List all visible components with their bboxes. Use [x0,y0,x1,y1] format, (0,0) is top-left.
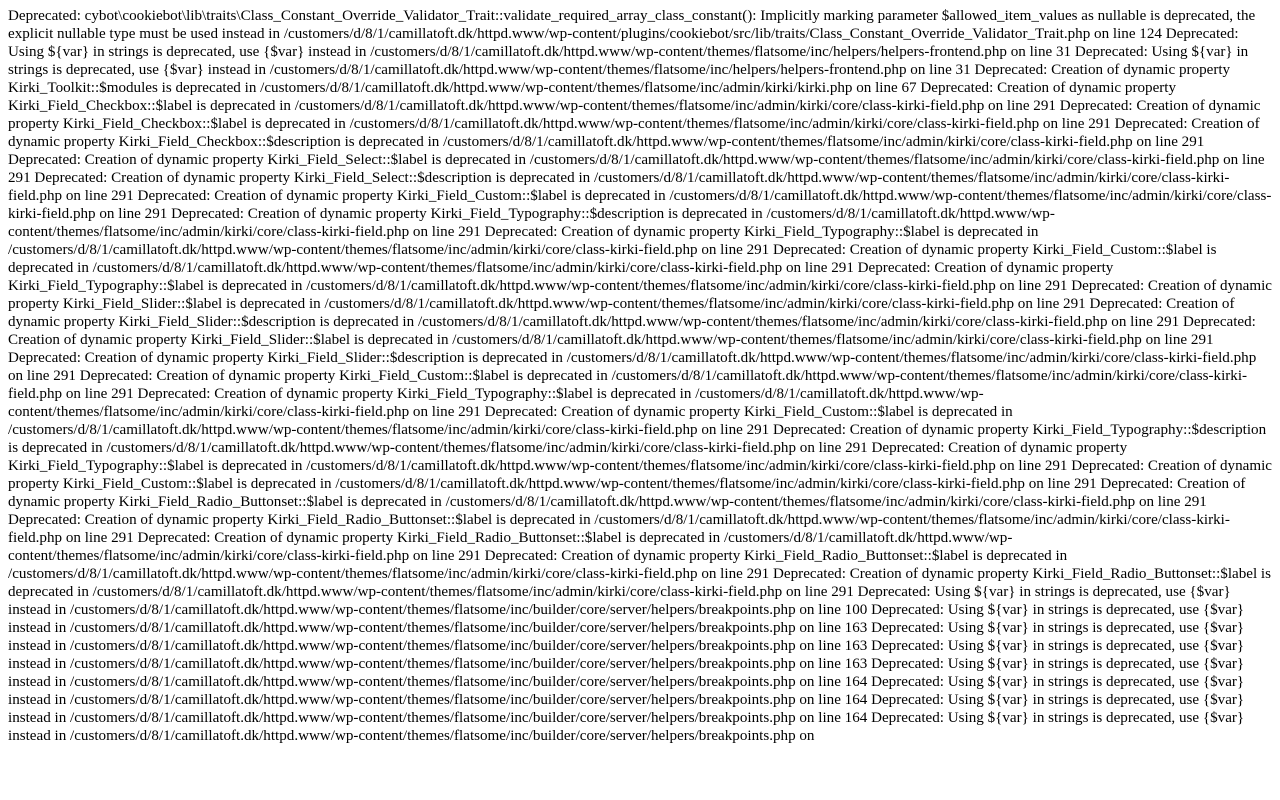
deprecation-notice: Deprecated: Creation of dynamic property Kirki_Field_Select::$label is deprecated in /customers/d/8/1/camillatoft.dk/httpd.www/wp-content/themes/flatsome/inc/admin/kirki/core/class-kirki-field.php on line 291 [8,152,1265,186]
deprecation-notice: Deprecated: Using ${var} in strings is deprecated, use {$var} instead in /customers/d/8/1/camillatoft.dk/httpd.www/wp-content/themes/flatsome/inc/builder/core/server/helpers/breakpoints.php on line 100 [8,584,1231,618]
deprecation-notice: Deprecated: cybot\cookiebot\lib\traits\Class_Constant_Override_Validator_Trait::validate_required_array_class_constant(): Implicitly marking parameter $allowed_item_values as nullable is deprecated, the explicit nullable type must be used instead in /customers/d/8/1/camillatoft.dk/httpd.www/wp-content/plugins/cookiebot/src/lib/traits/Class_Constant_Override_Validator_Trait.php on line 124 [8,8,1256,42]
deprecation-notice: Deprecated: Creation of dynamic property Kirki_Field_Typography::$label is deprecated in /customers/d/8/1/camillatoft.dk/httpd.www/wp-content/themes/flatsome/inc/admin/kirki/core/class-kirki-field.php on line 291 [8,260,1114,294]
deprecation-notice: Deprecated: Creation of dynamic property Kirki_Field_Slider::$description is deprecated in /customers/d/8/1/camillatoft.dk/httpd.www/wp-content/themes/flatsome/inc/admin/kirki/core/class-kirki-field.php on line 291 [8,350,1257,384]
deprecation-notice: Deprecated: Creation of dynamic property Kirki_Field_Radio_Buttonset::$label is deprecated in /customers/d/8/1/camillatoft.dk/httpd.www/wp-content/themes/flatsome/inc/admin/kirki/core/class-kirki-field.php on line 291 [8,530,1013,564]
deprecation-notice: Deprecated: Creation of dynamic property Kirki_Field_Slider::$label is deprecated in /customers/d/8/1/camillatoft.dk/httpd.www/wp-content/themes/flatsome/inc/admin/kirki/core/class-kirki-field.php on line 291 [8,314,1256,348]
deprecation-notice: Deprecated: Creation of dynamic property Kirki_Toolkit::$modules is deprecated in /customers/d/8/1/camillatoft.dk/httpd.www/wp-content/themes/flatsome/inc/admin/kirki/kirki.php on line 67 [8,62,1231,96]
deprecation-notice: Deprecated: Creation of dynamic property Kirki_Field_Typography::$description is deprecated in /customers/d/8/1/camillatoft.dk/httpd.www/wp-content/themes/flatsome/inc/admin/kirki/core/class-kirki-field.php on line 291 [8,206,1055,240]
deprecation-notice: Deprecated: Creation of dynamic property Kirki_Field_Select::$description is deprecated in /customers/d/8/1/camillatoft.dk/httpd.www/wp-content/themes/flatsome/inc/admin/kirki/core/class-kirki-field.php on line 291 [8,170,1230,204]
deprecation-notice: Deprecated: Creation of dynamic property Kirki_Field_Custom::$label is deprecated in /customers/d/8/1/camillatoft.dk/httpd.www/wp-content/themes/flatsome/inc/admin/kirki/core/class-kirki-field.php on line 291 [8,368,1248,402]
deprecation-notice: Deprecated: Creation of dynamic property Kirki_Field_Typography::$description is deprecated in /customers/d/8/1/camillatoft.dk/httpd.www/wp-content/themes/flatsome/inc/admin/kirki/core/class-kirki-field.php on line 291 [8,422,1267,456]
deprecation-notice: Deprecated: Using ${var} in strings is deprecated, use {$var} instead in /customers/d/8/1/camillatoft.dk/httpd.www/wp-content/themes/flatsome/inc/builder/core/server/helpers/breakpoints.php on line 163 [8,602,1245,636]
deprecation-notice: Deprecated: Creation of dynamic property Kirki_Field_Slider::$description is deprecated in /customers/d/8/1/camillatoft.dk/httpd.www/wp-content/themes/flatsome/inc/admin/kirki/core/class-kirki-field.php on line 291 [8,296,1235,330]
deprecation-notice: Deprecated: Using ${var} in strings is deprecated, use {$var} instead in /customers/d/8/1/camillatoft.dk/httpd.www/wp-content/themes/flatsome/inc/builder/core/server/helpers/breakpoints.php on line 163 [8,620,1245,654]
deprecation-notice: Deprecated: Creation of dynamic property Kirki_Field_Custom::$label is deprecated in /customers/d/8/1/camillatoft.dk/httpd.www/wp-content/themes/flatsome/inc/admin/kirki/core/class-kirki-field.php on line 291 [8,404,1013,438]
deprecation-notice: Deprecated: Creation of dynamic property Kirki_Field_Custom::$label is deprecated in /customers/d/8/1/camillatoft.dk/httpd.www/wp-content/themes/flatsome/inc/admin/kirki/core/class-kirki-field.php on line 291 [8,188,1272,222]
deprecation-notice: Deprecated: Creation of dynamic property Kirki_Field_Checkbox::$label is deprecated in /customers/d/8/1/camillatoft.dk/httpd.www/wp-content/themes/flatsome/inc/admin/kirki/core/class-kirki-field.php on line 291 [8,98,1261,132]
deprecation-notice: Deprecated: Creation of dynamic property Kirki_Field_Typography::$label is deprecated in /customers/d/8/1/camillatoft.dk/httpd.www/wp-content/themes/flatsome/inc/admin/kirki/core/class-kirki-field.php on line 291 [8,440,1128,474]
deprecation-notice: Deprecated: Using ${var} in strings is deprecated, use {$var} instead in /customers/d/8/1/camillatoft.dk/httpd.www/wp-content/themes/flatsome/inc/builder/core/server/helpers/breakpoints.php on line 164 [8,692,1245,726]
deprecation-notice: Deprecated: Using ${var} in strings is deprecated, use {$var} instead in /customers/d/8/1/camillatoft.dk/httpd.www/wp-content/themes/flatsome/inc/helpers/helpers-frontend.php on line 31 [8,26,1239,60]
deprecation-notice: Deprecated: Creation of dynamic property Kirki_Field_Custom::$label is deprecated in /customers/d/8/1/camillatoft.dk/httpd.www/wp-content/themes/flatsome/inc/admin/kirki/core/class-kirki-field.php on line 291 [8,242,1217,276]
deprecation-notice: Deprecated: Using ${var} in strings is deprecated, use {$var} instead in /customers/d/8/1/camillatoft.dk/httpd.www/wp-content/themes/flatsome/inc/builder/core/server/helpers/breakpoints.php on line 164 [8,674,1245,708]
deprecation-notice: Deprecated: Using ${var} in strings is deprecated, use {$var} instead in /customers/d/8/1/camillatoft.dk/httpd.www/wp-content/themes/flatsome/inc/builder/core/server/helpers/breakpoints.php on [8,710,1245,744]
deprecation-notice: Deprecated: Creation of dynamic property Kirki_Field_Radio_Buttonset::$label is deprecated in /customers/d/8/1/camillatoft.dk/httpd.www/wp-content/themes/flatsome/inc/admin/kirki/core/class-kirki-field.php on line 291 [8,566,1271,600]
deprecation-notice: Deprecated: Creation of dynamic property Kirki_Field_Radio_Buttonset::$label is deprecated in /customers/d/8/1/camillatoft.dk/httpd.www/wp-content/themes/flatsome/inc/admin/kirki/core/class-kirki-field.php on line 291 [8,548,1068,582]
deprecation-notice: Deprecated: Creation of dynamic property Kirki_Field_Radio_Buttonset::$label is deprecated in /customers/d/8/1/camillatoft.dk/httpd.www/wp-content/themes/flatsome/inc/admin/kirki/core/class-kirki-field.php on line 291 [8,476,1246,510]
deprecation-notice: Deprecated: Creation of dynamic property Kirki_Field_Radio_Buttonset::$label is deprecated in /customers/d/8/1/camillatoft.dk/httpd.www/wp-content/themes/flatsome/inc/admin/kirki/core/class-kirki-field.php on line 291 [8,512,1230,546]
deprecation-notice: Deprecated: Creation of dynamic property Kirki_Field_Custom::$label is deprecated in /customers/d/8/1/camillatoft.dk/httpd.www/wp-content/themes/flatsome/inc/admin/kirki/core/class-kirki-field.php on line 291 [8,458,1272,492]
deprecation-notice: Deprecated: Using ${var} in strings is deprecated, use {$var} instead in /customers/d/8/1/camillatoft.dk/httpd.www/wp-content/themes/flatsome/inc/builder/core/server/helpers/breakpoints.php on line 164 [8,656,1245,690]
deprecation-notice: Deprecated: Creation of dynamic property Kirki_Field_Typography::$label is deprecated in /customers/d/8/1/camillatoft.dk/httpd.www/wp-content/themes/flatsome/inc/admin/kirki/core/class-kirki-field.php on line 291 [8,386,984,420]
deprecation-notice: Deprecated: Creation of dynamic property Kirki_Field_Slider::$label is deprecated in /customers/d/8/1/camillatoft.dk/httpd.www/wp-content/themes/flatsome/inc/admin/kirki/core/class-kirki-field.php on line 291 [8,278,1272,312]
deprecation-notice: Deprecated: Creation of dynamic property Kirki_Field_Checkbox::$description is deprecated in /customers/d/8/1/camillatoft.dk/httpd.www/wp-content/themes/flatsome/inc/admin/kirki/core/class-kirki-field.php on line 291 [8,116,1260,150]
deprecation-notice: Deprecated: Creation of dynamic property Kirki_Field_Typography::$label is deprecated in /customers/d/8/1/camillatoft.dk/httpd.www/wp-content/themes/flatsome/inc/admin/kirki/core/class-kirki-field.php on line 291 [8,224,1039,258]
deprecation-notice: Deprecated: Creation of dynamic property Kirki_Field_Checkbox::$label is deprecated in /customers/d/8/1/camillatoft.dk/httpd.www/wp-content/themes/flatsome/inc/admin/kirki/core/class-kirki-field.php on line 291 [8,80,1177,114]
deprecation-notice: Deprecated: Using ${var} in strings is deprecated, use {$var} instead in /customers/d/8/1/camillatoft.dk/httpd.www/wp-content/themes/flatsome/inc/helpers/helpers-frontend.php on line 31 [8,44,1249,78]
deprecation-notice: Deprecated: Using ${var} in strings is deprecated, use {$var} instead in /customers/d/8/1/camillatoft.dk/httpd.www/wp-content/themes/flatsome/inc/builder/core/server/helpers/breakpoints.php on line 163 [8,638,1245,672]
